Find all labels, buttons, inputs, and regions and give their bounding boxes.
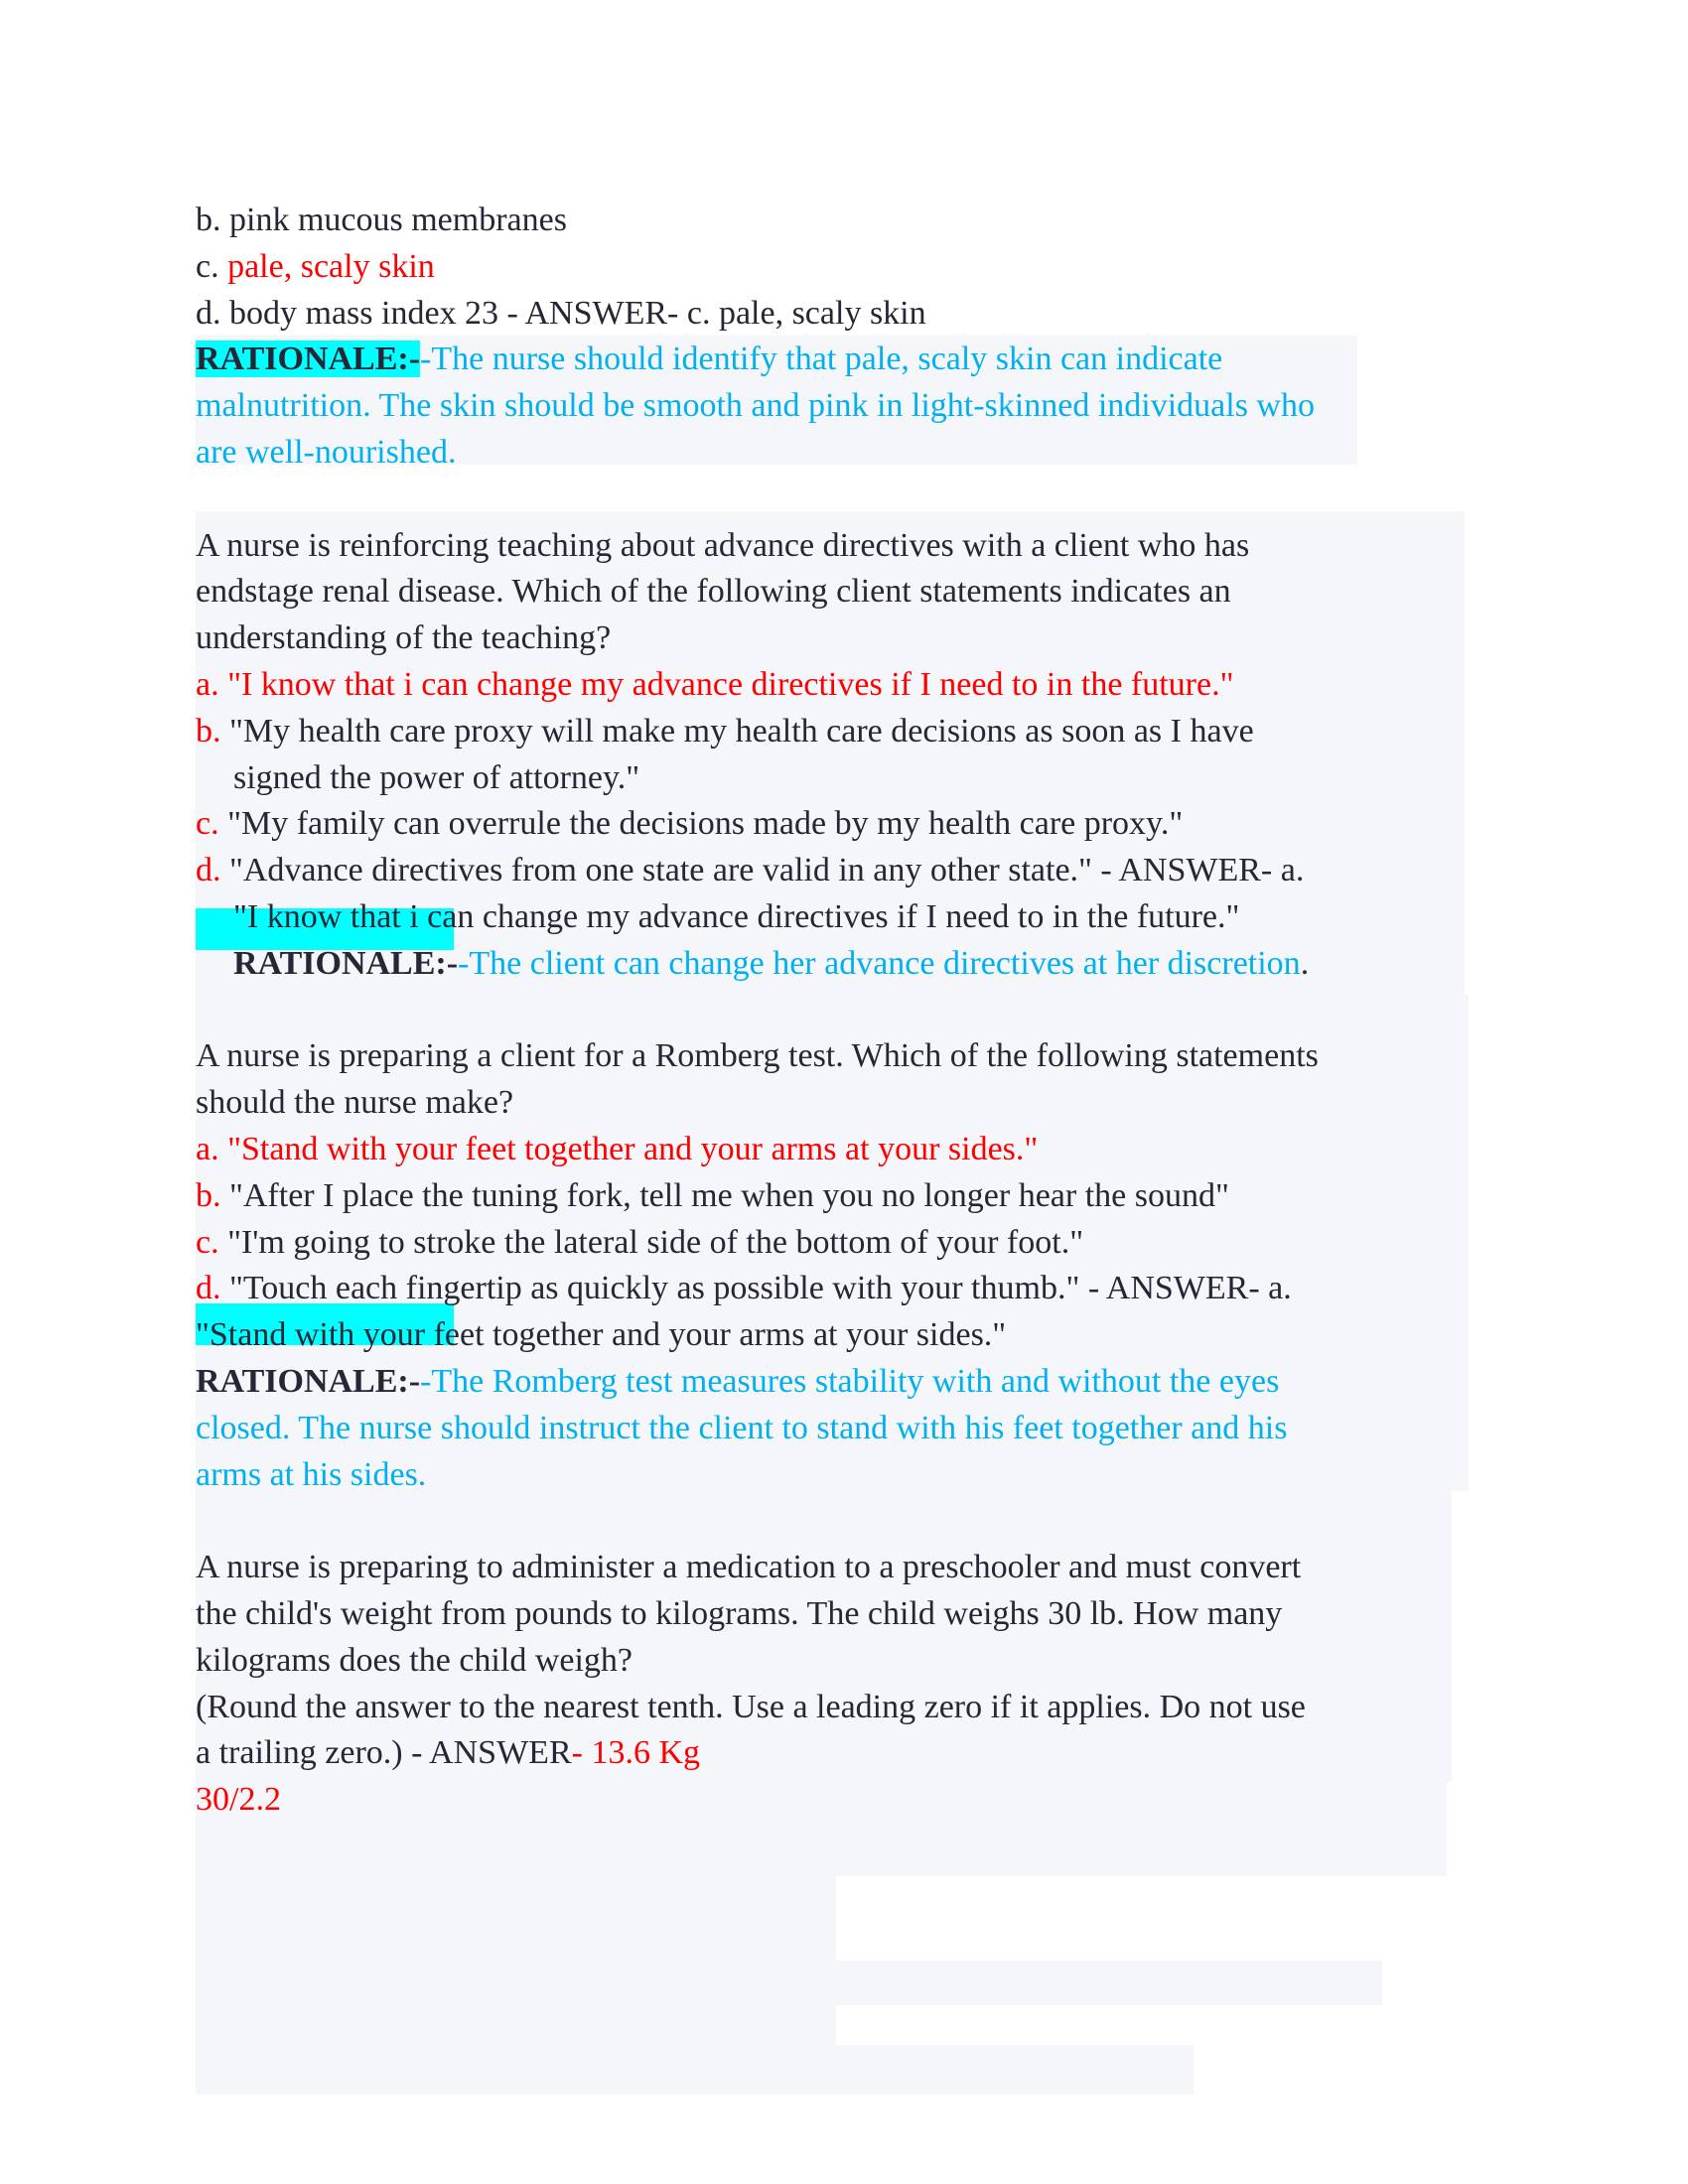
option-text: "My health care proxy will make my health care decisions as soon as I have: [220, 712, 1254, 750]
q2-option-d: [196, 848, 1486, 894]
rationale-label: RATIONALE:-: [196, 341, 421, 378]
rationale-dash: -: [420, 341, 432, 378]
q2-stem: understanding of the teaching?: [196, 619, 612, 657]
q2-stem: A nurse is reinforcing teaching about advance directives with a client who has: [196, 526, 1250, 564]
option-letter: c.: [196, 805, 219, 843]
q2-option-a: a. "I know that i can change my advance directives if I need to in the future.": [196, 665, 1234, 703]
q3-rationale: [196, 1359, 1486, 1406]
q2-stem: endstage renal disease. Which of the following client statements indicates an: [196, 573, 1231, 611]
option-letter: b.: [196, 1176, 221, 1214]
rationale-text: The nurse should identify that pale, scaly skin can indicate: [431, 341, 1223, 378]
correct-answer: - 13.6 Kg: [571, 1734, 701, 1772]
option-letter: c.: [196, 1223, 219, 1261]
q2-answer: "I know that i can change my advance directives if I need to in the future.": [233, 897, 1240, 935]
rationale-label: RATIONALE:-: [196, 1362, 421, 1400]
rationale-text: closed. The nurse should instruct the client to stand with his feet together and his: [196, 1409, 1288, 1446]
q1-option-d: d. body mass index 23 - ANSWER- c. pale, scaly skin: [196, 294, 926, 332]
rationale-text: arms at his sides.: [196, 1455, 427, 1493]
q2-option-b: [196, 709, 1486, 755]
q3-option-b: [196, 1173, 1486, 1220]
option-text: "Touch each fingertip as quickly as possible with your thumb." - ANSWER- a.: [220, 1270, 1292, 1307]
q4-answer-line: [196, 1730, 1486, 1777]
q3-option-d: [196, 1266, 1486, 1312]
correct-answer: pale, scaly skin: [227, 247, 435, 285]
rationale-dash: -: [420, 1362, 432, 1400]
q3-option-c: [196, 1220, 1486, 1267]
rationale-text: malnutrition. The skin should be smooth and pink in light-skinned individuals who: [196, 387, 1315, 425]
option-text: "After I place the tuning fork, tell me when you no longer hear the sound": [220, 1176, 1229, 1214]
document-body: [196, 198, 1486, 1824]
option-text: "Advance directives from one state are valid in any other state." - ANSWER- a.: [220, 852, 1305, 889]
q1-option-c: [196, 244, 1486, 291]
background-block: [196, 2045, 1194, 2095]
option-text: "My family can overrule the decisions made by my health care proxy.": [218, 805, 1184, 843]
q2-rationale: [196, 941, 1486, 988]
rationale-text: are well-nourished.: [196, 433, 457, 471]
option-letter: b.: [196, 712, 221, 750]
answer-prefix: a trailing zero.) - ANSWER: [196, 1734, 572, 1772]
q4-stem: A nurse is preparing to administer a medication to a preschooler and must convert: [196, 1549, 1302, 1586]
period: .: [1300, 944, 1310, 982]
rationale-label: RATIONALE:-: [233, 944, 459, 982]
background-block: [836, 1961, 1382, 2005]
q4-stem: (Round the answer to the nearest tenth. Use a leading zero if it applies. Do not use: [196, 1688, 1306, 1725]
option-letter: d.: [196, 1270, 221, 1307]
q3-stem: should the nurse make?: [196, 1084, 514, 1122]
option-letter: c.: [196, 247, 228, 285]
q3-option-a: a. "Stand with your feet together and your arms at your sides.": [196, 1130, 1039, 1167]
option-text: "I'm going to stroke the lateral side of the bottom of your foot.": [218, 1223, 1084, 1261]
rationale-text: The client can change her advance directives at her discretion: [469, 944, 1301, 982]
q1-rationale: [196, 337, 1486, 383]
rationale-text: The Romberg test measures stability with and without the eyes: [431, 1362, 1280, 1400]
q4-work: 30/2.2: [196, 1781, 281, 1819]
q4-stem: kilograms does the child weigh?: [196, 1641, 633, 1679]
q2-option-b-cont: signed the power of attorney.": [233, 758, 640, 796]
q2-option-c: [196, 801, 1486, 848]
q4-stem: the child's weight from pounds to kilograms. The child weighs 30 lb. How many: [196, 1594, 1283, 1632]
q3-stem: A nurse is preparing a client for a Romberg test. Which of the following statements: [196, 1037, 1319, 1075]
option-letter: d.: [196, 852, 221, 889]
q3-answer: "Stand with your feet together and your arms at your sides.": [196, 1316, 1007, 1354]
q1-option-b: b. pink mucous membranes: [196, 202, 567, 238]
rationale-dash: -: [458, 944, 470, 982]
